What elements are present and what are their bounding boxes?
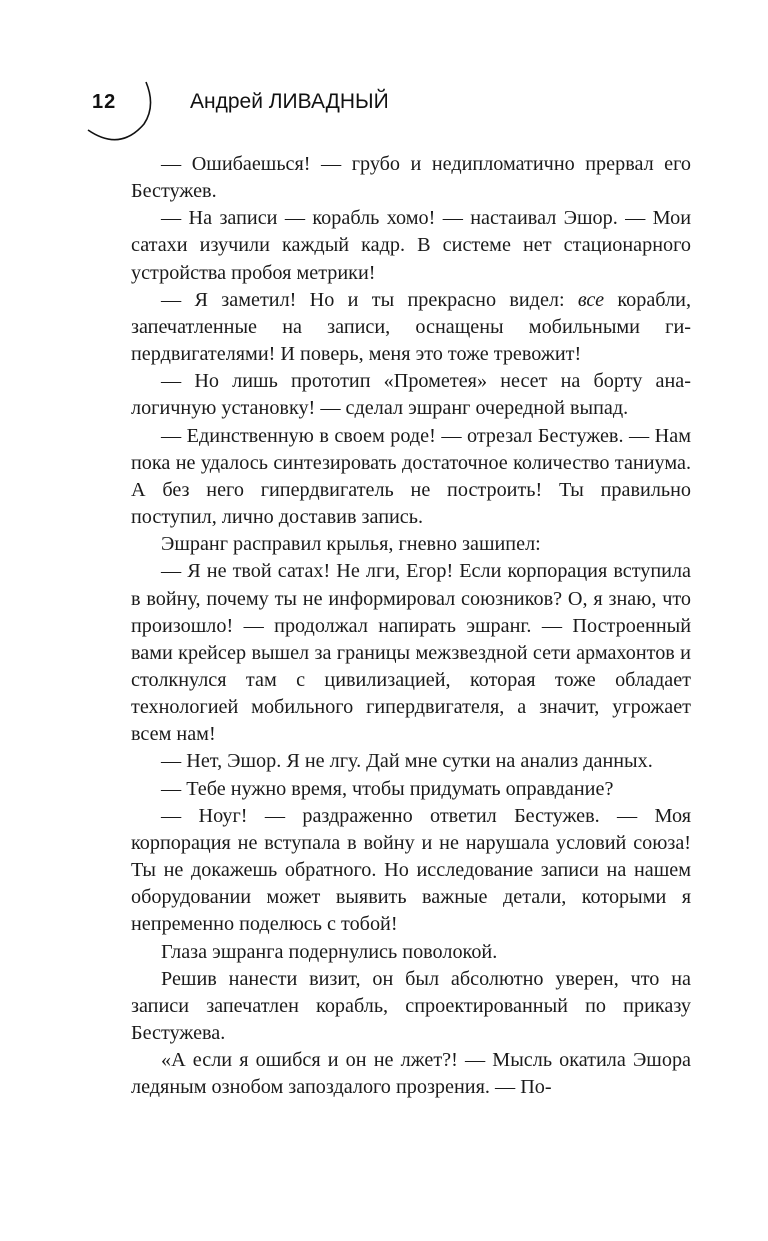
running-head — [0, 70, 768, 150]
paragraph-with-emphasis — [131, 287, 691, 368]
paragraph-text: — Я заметил! Но и ты прекрасно видел: — [161, 288, 578, 311]
paragraph: — Но лишь прототип «Прометея» несет на борту аналогичную установку! — сделал эшранг очередной выпад. — [131, 370, 691, 420]
paragraph: — На записи — корабль хомо! — настаивал Эшор. — Мои сатахи изучили каждый кадр. В системе нет стационарного устройства пробоя метрики! — [131, 207, 691, 284]
paragraph-text: корабли, запечатленные на записи, оснащены мобильными гипердвигателями! И поверь, меня это тоже тревожит! — [131, 288, 691, 366]
paragraph: Решив нанести визит, он был абсолютно уверен, что на записи запечатлен корабль, спроектированный по приказу Бестужева. — [131, 967, 691, 1044]
paragraph: Эшранг расправил крылья, гневно зашипел: — [161, 533, 541, 556]
paragraph: — Я не твой сатах! Не лги, Егор! Если корпорация вступила в войну, почему ты не информировал союзников? О, я знаю, что произошло! — продолжал напирать эшранг. — Построенный вами крейсер вышел за границы межзвездной сети армахонтов и столкнулся там с цивилизацией, которая тоже обладает технологией мобильного гипердвигателя, а значит, угрожает всем нам! — [131, 560, 691, 746]
running-head-author: Андрей ЛИВАДНЫЙ — [190, 90, 389, 113]
paragraph: — Ноуг! — раздраженно ответил Бестужев. — Моя корпорация не вступала в войну и не нарушала условий союза! Ты не докажешь обратного. Но исследование записи на нашем оборудовании может выявить важные детали, которыми я непременно поделюсь с тобой! — [131, 804, 691, 936]
paragraph: — Единственную в своем роде! — отрезал Бестужев. — Нам пока не удалось синтезировать достаточное количество таниума. А без него гипердвигатель не построить! Ты правильно поступил, лично доставив запись. — [131, 424, 691, 529]
paragraph: — Нет, Эшор. Я не лгу. Дай мне сутки на анализ данных. — [161, 750, 653, 773]
page-number: 12 — [92, 91, 117, 113]
italic-emphasis: все — [577, 288, 605, 311]
body-text — [131, 151, 691, 1101]
paragraph: Глаза эшранга подернулись поволокой. — [161, 940, 498, 963]
paragraph: «А если я ошибся и он не лжет?! — Мысль окатила Эшора ледяным ознобом запоздалого прозрения. — По- — [131, 1049, 691, 1099]
paragraph: — Тебе нужно время, чтобы придумать оправдание? — [161, 777, 614, 800]
paragraph: — Ошибаешься! — грубо и недипломатично прервал его Бестужев. — [131, 153, 691, 203]
